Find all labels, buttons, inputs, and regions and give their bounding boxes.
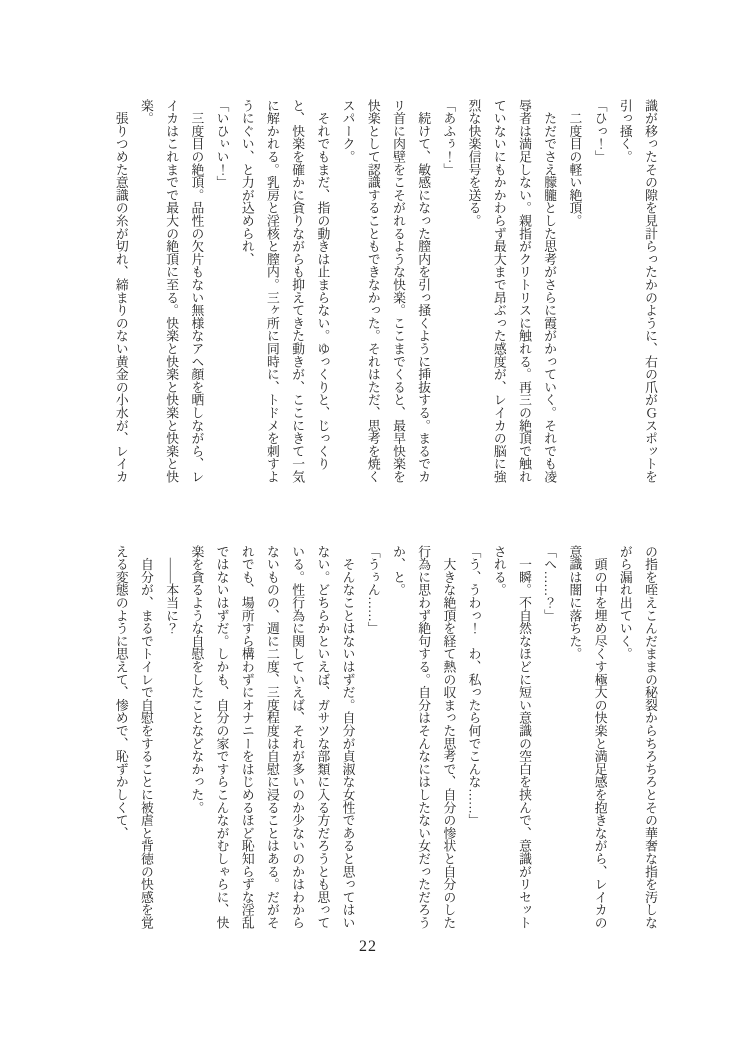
- text-line: ていないにもかかわらず最大まで昂ぶった感度が、レイカの脳に強: [491, 99, 506, 483]
- text-line: 烈な快楽信号を送る。: [466, 99, 481, 227]
- text-line: イカはこれまでで最大の絶頂に至る。快楽と快楽と快楽と快楽と快: [164, 99, 179, 483]
- text-line: 識が移ったその隙を見計らったかのように、右の爪がＧスポットを: [643, 99, 657, 483]
- text-line: 自分が、まるでトイレで自慰をすることに被虐と背徳の快感を覚: [138, 545, 153, 929]
- text-line: れでも、場所すら構わずにオナニーをはじめるほど恥知らずな淫乱: [239, 545, 254, 929]
- text-line: 引っ掻く。: [617, 99, 632, 163]
- text-line: がら漏れ出ていく。: [617, 545, 632, 661]
- text-line: 「あふぅ！」: [441, 99, 456, 176]
- text-line: そんなことはないはずだ。自分が貞淑な女性であると思ってはい: [340, 545, 355, 929]
- text-line: か、と。: [390, 545, 405, 597]
- vertical-text-block-bottom: [108, 545, 662, 937]
- text-line: ないものの、週に二度、三度程度は自慰に浸ることはある。だがそ: [264, 545, 279, 929]
- text-line: 三度目の絶頂。品性の欠片もない無様なアヘ顔を晒しながら、レ: [189, 99, 204, 483]
- text-line: 「いひぃい！」: [214, 99, 229, 189]
- text-line: 楽を貪るような自慰をしたことなどなかった。: [189, 545, 204, 814]
- text-line: スパーク。: [340, 99, 355, 163]
- text-line: される。: [491, 545, 506, 597]
- text-line: それでもまだ、指の動きは止まらない。ゆっくりと、じっくり: [315, 99, 330, 471]
- text-line: 快楽として認識することもできなかった。それはただ、思考を焼く: [365, 99, 380, 483]
- text-line: ではないはずだ。しかも、自分の家ですらこんながむしゃらに、快: [214, 545, 229, 929]
- text-line: 「う、うわっ！ わ、私ったら何でこんな……」: [466, 545, 481, 827]
- text-line: ない。どちらかといえば、ガサツな部類に入る方だろうとも思って: [315, 545, 330, 929]
- text-line: 楽。: [138, 99, 153, 125]
- text-line: いる。性行為に関していえば、それが多いのか少ないのかはわから: [290, 545, 305, 929]
- text-line: 頭の中を埋め尽くす極大の快楽と満足感を抱きながら、レイカの: [592, 545, 607, 929]
- text-line: 続けて、敏感になった膣内を引っ掻くように挿抜する。まるでカ: [416, 99, 431, 483]
- text-line: 大きな絶頂を経て熱の収まった思考で、自分の惨状と自分のした: [441, 545, 456, 929]
- text-line: の指を咥えこんだままの秘裂からちろちろとその華奢な指を汚しな: [643, 545, 657, 929]
- text-line: 「うぅん……」: [365, 545, 380, 635]
- text-line: える変態のように思えて、惨めで、恥ずかしくて、: [113, 545, 128, 840]
- text-line: に解かれる。乳房と淫核と膣内。三ヶ所に同時に、トドメを刺すよ: [264, 99, 279, 483]
- text-line: 行為に思わず絶句する。自分はそんなにはしたない女だっただろう: [416, 545, 431, 929]
- text-line: ――本当に？: [164, 545, 179, 635]
- text-line: 「へ……？」: [542, 545, 557, 622]
- text-line: 「ひっ！」: [592, 99, 607, 163]
- text-line: 張りつめた意識の糸が切れ、締まりのない黄金の小水が、レイカ: [113, 99, 128, 483]
- text-line: 辱者は満足しない。親指がクリトリスに触れる。再三の絶頂で触れ: [516, 99, 531, 483]
- vertical-text-block-top: [108, 99, 662, 491]
- text-line: うにぐい、と力が込められ、: [239, 99, 254, 266]
- text-line: リ首に肉壁をこそがれるような快楽。ここまでくると、最早快楽を: [390, 99, 405, 483]
- text-line: 一瞬。不自然なほどに短い意識の空白を挟んで、意識がリセット: [516, 545, 531, 929]
- text-line: 二度目の軽い絶頂。: [567, 99, 582, 227]
- page-number: 22: [359, 938, 377, 955]
- text-line: と、快楽を確かに貪りながらも抑えてきた動きが、ここにきて一気: [290, 99, 305, 483]
- text-line: 意識は闇に落ちた。: [567, 545, 582, 661]
- text-line: ただでさえ朦朧とした思考がさらに霞がかっていく。それでも凌: [542, 99, 557, 483]
